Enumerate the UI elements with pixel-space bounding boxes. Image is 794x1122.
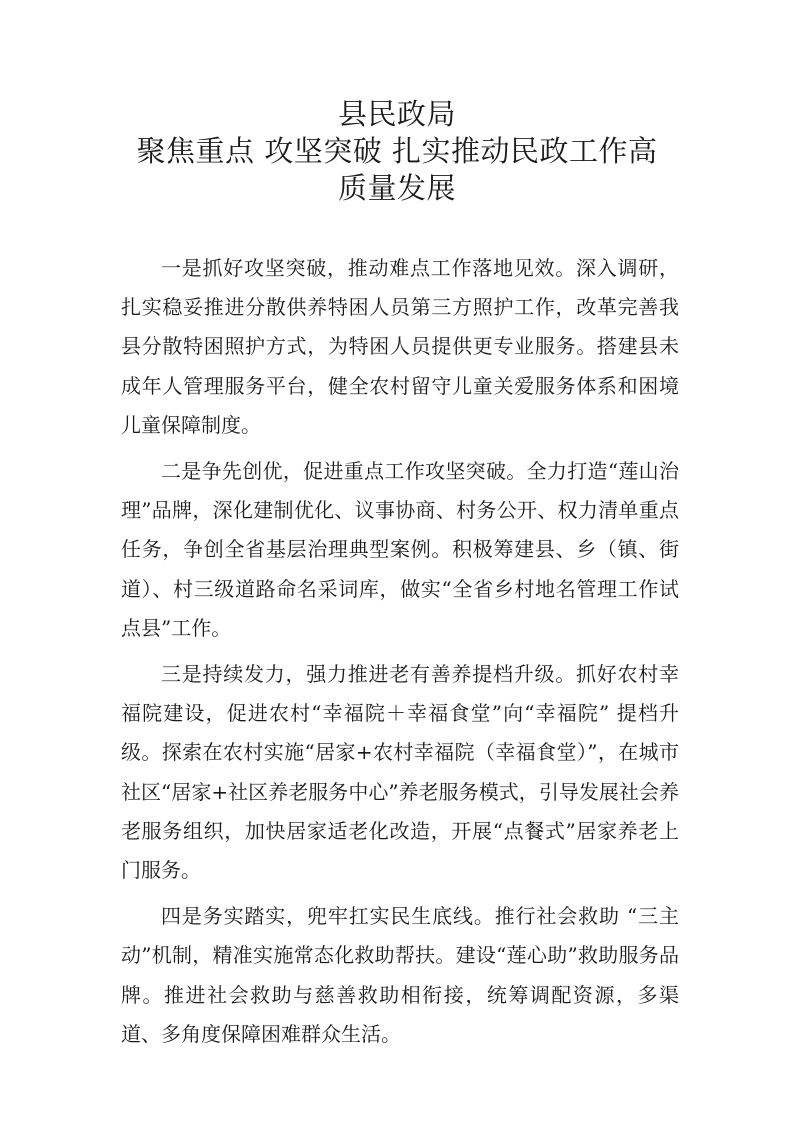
title-line-continued: 质量发展 xyxy=(337,171,456,205)
paragraph-four: 四是务实踏实，兜牢扛实民生底线。推行社会救助 “三主动”机制，精准实施常态化救助帮扶。建设“莲心助”救助服务品牌。推进社会救助与慈善救助相衔接，统筹调配资源，多渠道、多角度保障困难群众生活。 xyxy=(121,904,679,1046)
paragraph-three: 三是持续发力，强力推进老有善养提档升级。抓好农村幸福院建设，促进农村“幸福院＋幸福食堂”向“幸福院” 提档升级。探索在农村实施“居家+农村幸福院（幸福食堂）”，在城市社区“居家+社区养老服务中心”养老服务模式，引导发展社会养老服务组织，加快居家适老化改造，开展“点餐式”居家养老上门服务。 xyxy=(121,662,679,883)
document-title xyxy=(0,96,794,207)
title-line-agency: 县民政局 xyxy=(337,97,456,131)
paragraph-two: 二是争先创优，促进重点工作攻坚突破。全力打造“莲山治理”品牌，深化建制优化、议事协商、村务公开、权力清单重点任务，争创全省基层治理典型案例。积极筹建县、乡（镇、街道）、村三级道路命名采词库，做实“全省乡村地名管理工作试点县”工作。 xyxy=(121,459,679,640)
paragraph-one: 一是抓好攻坚突破，推动难点工作落地见效。深入调研，扎实稳妥推进分散供养特困人员第三方照护工作，改革完善我县分散特困照护方式，为特困人员提供更专业服务。搭建县未成年人管理服务平台，健全农村留守儿童关爱服务体系和困境儿童保障制度。 xyxy=(121,256,679,437)
document-body xyxy=(121,249,679,1061)
title-line-main: 聚焦重点 攻坚突破 扎实推动民政工作高 xyxy=(136,134,658,168)
